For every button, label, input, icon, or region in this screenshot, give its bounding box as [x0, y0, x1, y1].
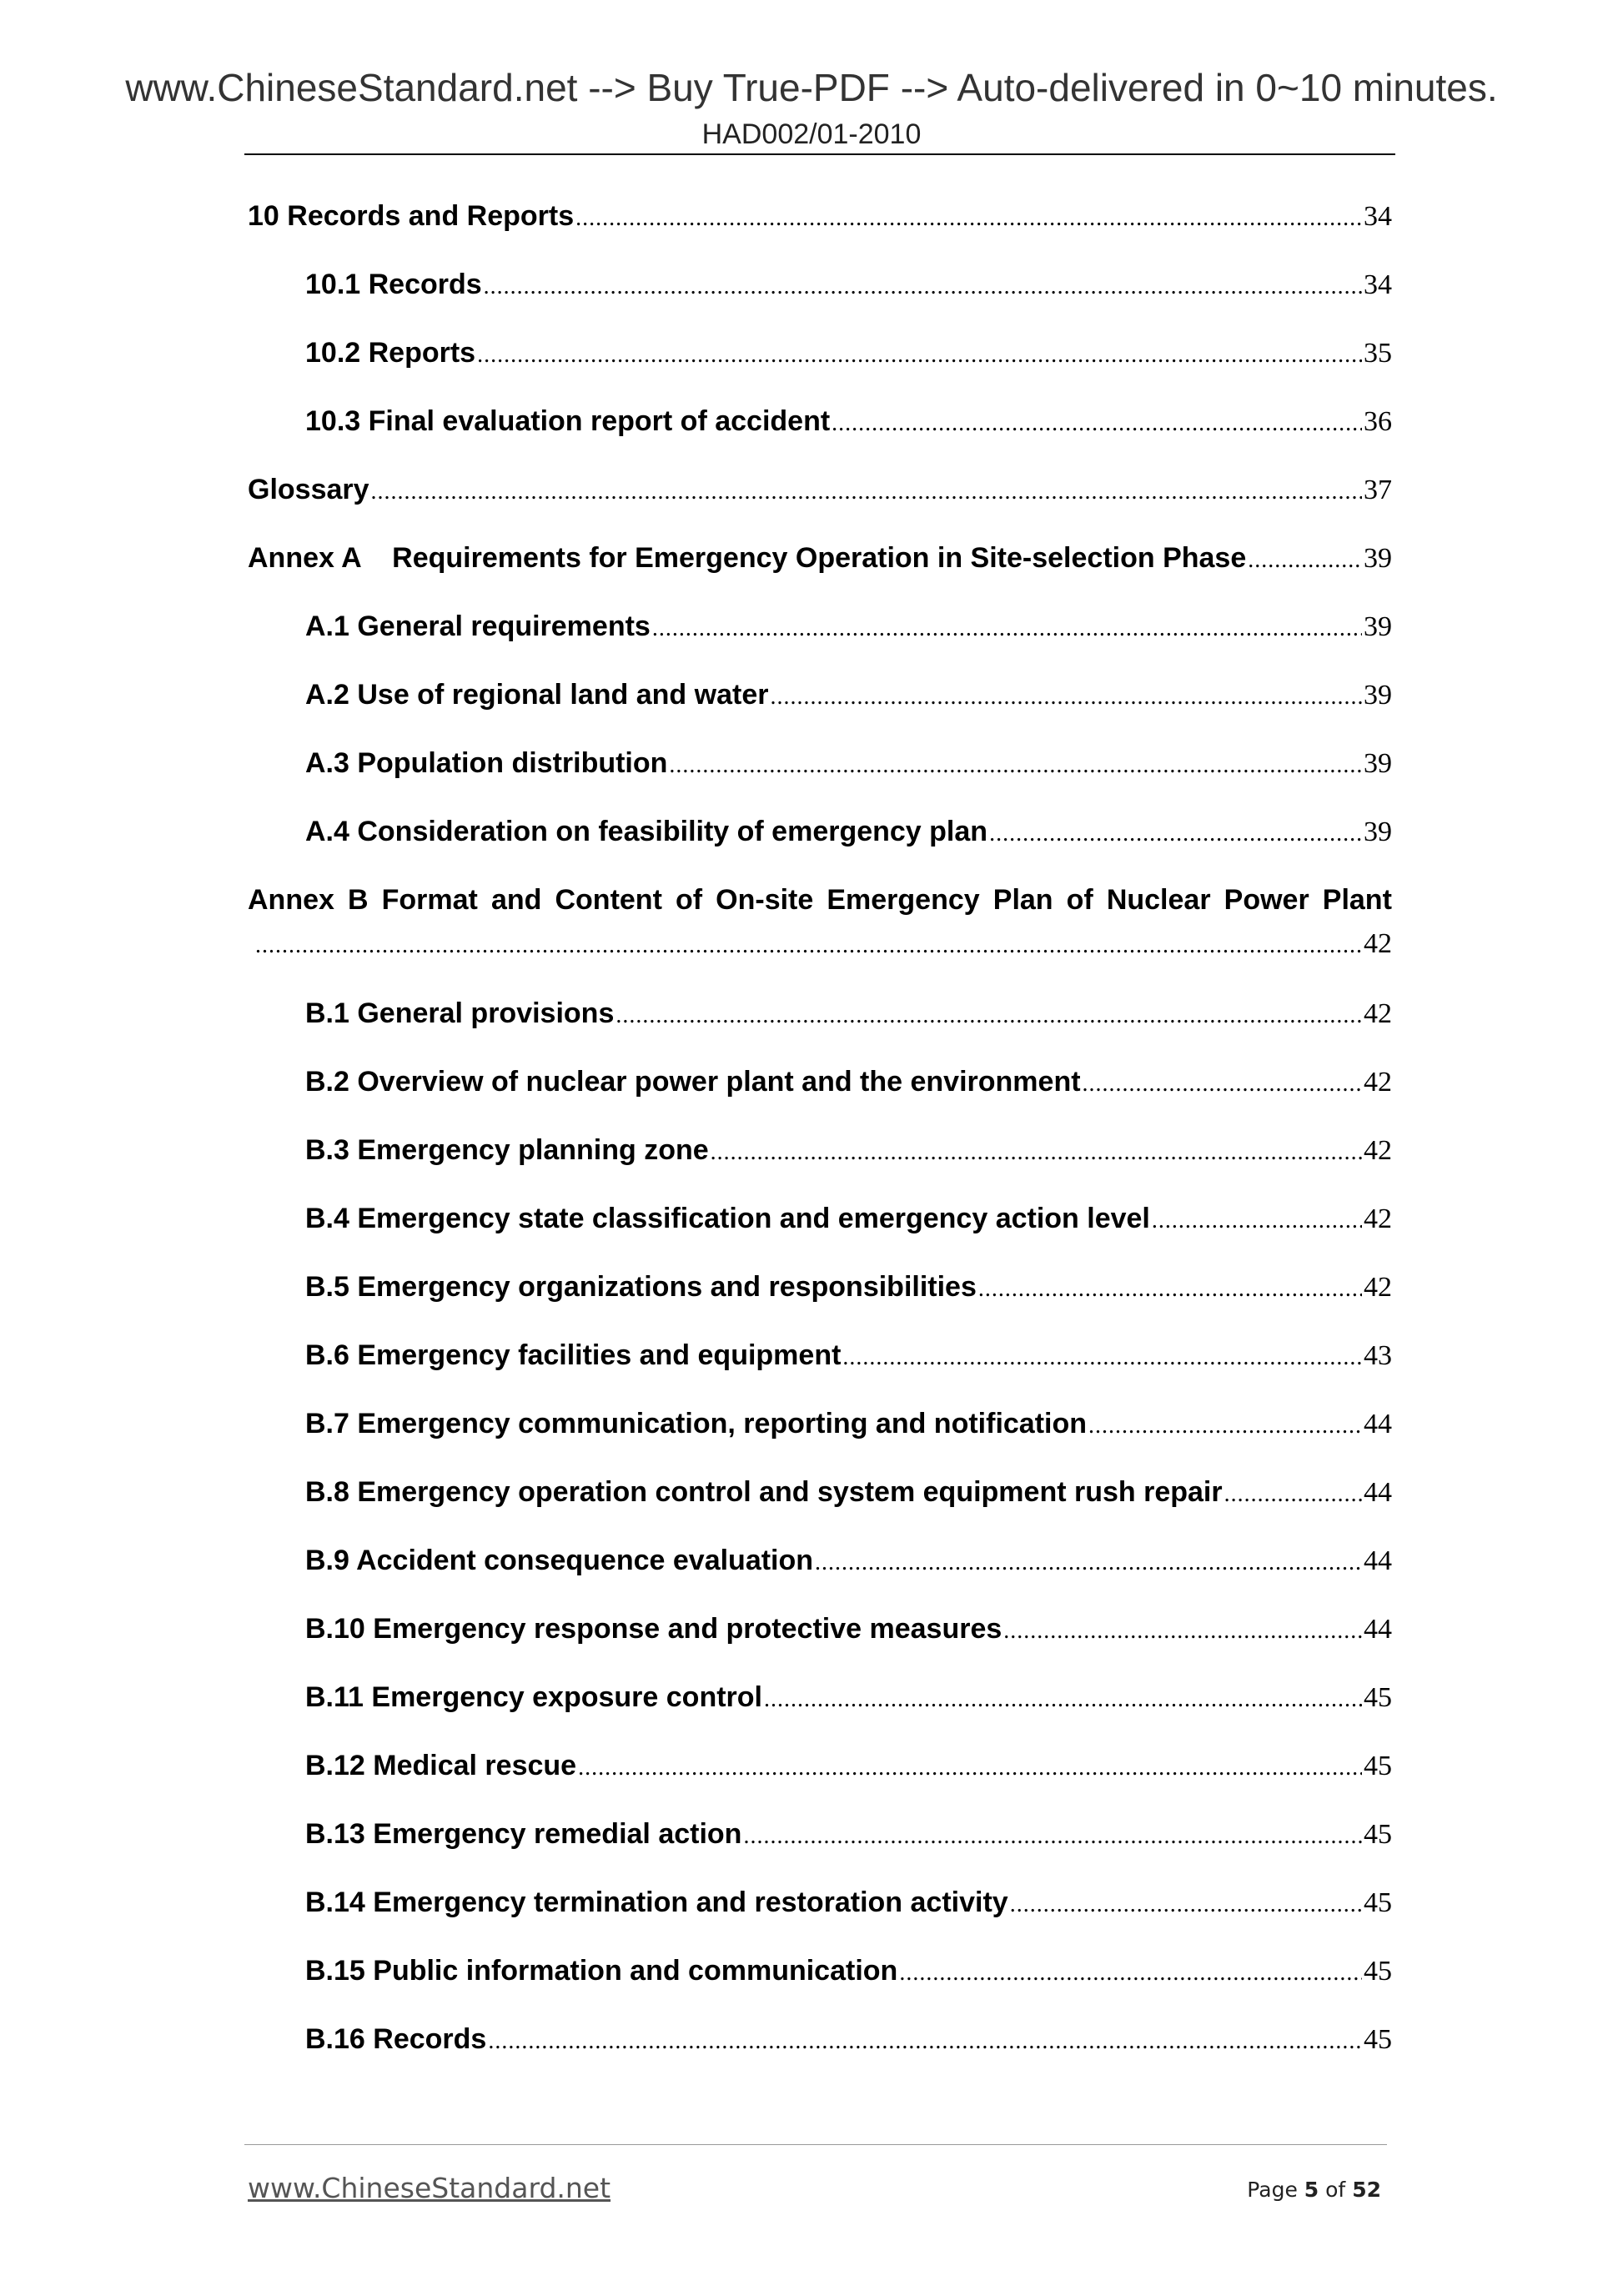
toc-title-word: of	[1066, 884, 1093, 916]
toc-page-number: 39	[1364, 816, 1392, 847]
toc-title: B.9 Accident consequence evaluation	[305, 1545, 814, 1576]
toc-entry-annex-b[interactable]	[0, 884, 1623, 980]
toc-entry-b-5[interactable]	[0, 1271, 1623, 1321]
toc-page-number: 44	[1364, 1477, 1392, 1508]
toc-title: B.1 General provisions	[305, 997, 615, 1029]
toc-page-number: 42	[1364, 1203, 1392, 1234]
toc-title: B.3 Emergency planning zone	[305, 1134, 709, 1166]
toc-title: A.1 General requirements	[305, 610, 651, 642]
toc-title: B.2 Overview of nuclear power plant and the environment	[305, 1066, 1081, 1098]
toc-page-number: 44	[1364, 1409, 1392, 1439]
toc-page-number: 45	[1364, 1751, 1392, 1781]
toc-page-number: 45	[1364, 1682, 1392, 1713]
footer-page-of: of	[1325, 2178, 1346, 2202]
toc-leader	[575, 205, 1362, 232]
toc-entry-b-6[interactable]	[0, 1339, 1623, 1389]
toc-entry-10-3[interactable]	[0, 405, 1623, 455]
toc-leader	[652, 615, 1362, 642]
toc-title: B.4 Emergency state classification and emergency action level	[305, 1203, 1150, 1234]
toc-page-number: 45	[1364, 1956, 1392, 1987]
toc-entry-a-3[interactable]	[0, 747, 1623, 797]
toc-leader	[842, 1344, 1362, 1371]
toc-page-number: 42	[1364, 1272, 1392, 1303]
header-banner[interactable]: www.ChineseStandard.net --> Buy True-PDF --> Auto-delivered in 0~10 minutes.	[125, 66, 1498, 109]
toc-leader	[669, 752, 1362, 779]
toc-page-number: 45	[1364, 2024, 1392, 2055]
toc-page-number: 37	[1364, 475, 1392, 505]
toc-entry-annex-a[interactable]	[0, 542, 1623, 592]
toc-leader	[832, 410, 1362, 437]
toc-entry-10-2[interactable]	[0, 337, 1623, 387]
toc-title: B.7 Emergency communication, reporting and notification	[305, 1408, 1088, 1439]
document-id: HAD002/01-2010	[701, 118, 922, 150]
toc-leader	[1003, 1618, 1362, 1645]
toc-entry-glossary[interactable]	[0, 474, 1623, 524]
toc-leader	[989, 821, 1362, 847]
toc-title: 10 Records and Reports	[248, 200, 575, 232]
toc-entry-b-4[interactable]	[0, 1203, 1623, 1253]
toc-page-number: 44	[1364, 1545, 1392, 1576]
toc-page-number: 35	[1364, 338, 1392, 369]
toc-title: B.16 Records	[305, 2023, 487, 2055]
toc-title-word: Content	[555, 884, 662, 916]
toc-title: B.15 Public information and communication	[305, 1955, 898, 1987]
toc-title-word: Power	[1224, 884, 1309, 916]
toc-title: A.4 Consideration on feasibility of emergency plan	[305, 816, 988, 847]
toc-entry-b-8[interactable]	[0, 1476, 1623, 1526]
toc-title-word: Annex	[248, 884, 334, 916]
toc-title: A.2 Use of regional land and water	[305, 679, 769, 711]
header-divider	[244, 153, 1395, 155]
toc-title-word: Plant	[1322, 884, 1392, 916]
toc-title: 10.2 Reports	[305, 337, 476, 369]
toc-entry-b-7[interactable]	[0, 1408, 1623, 1458]
toc-entry-b-3[interactable]	[0, 1134, 1623, 1184]
toc-title-word: B	[348, 884, 369, 916]
toc-page-number: 44	[1364, 1614, 1392, 1645]
toc-entry-b-15[interactable]	[0, 1955, 1623, 2005]
footer-page-indicator	[1247, 2178, 1381, 2202]
toc-entry-b-2[interactable]	[0, 1066, 1623, 1116]
toc-title: A.3 Population distribution	[305, 747, 668, 779]
toc-leader	[743, 1823, 1362, 1850]
toc-entry-a-1[interactable]	[0, 610, 1623, 661]
toc-leader	[616, 1002, 1362, 1029]
toc-title: Annex A Requirements for Emergency Operation in Site-selection Phase	[248, 542, 1247, 574]
toc-leader	[1248, 547, 1362, 574]
toc-leader	[899, 1960, 1362, 1987]
toc-title: 10.3 Final evaluation report of accident	[305, 405, 831, 437]
toc-title: B.8 Emergency operation control and system equipment rush repair	[305, 1476, 1223, 1508]
toc-leader	[371, 479, 1362, 505]
toc-entry-b-13[interactable]	[0, 1818, 1623, 1868]
toc-entry-a-4[interactable]	[0, 816, 1623, 866]
toc-page-number: 34	[1364, 201, 1392, 232]
toc-entry-b-1[interactable]	[0, 997, 1623, 1048]
toc-page-number: 39	[1364, 611, 1392, 642]
toc-entry-b-9[interactable]	[0, 1545, 1623, 1595]
toc-page-number: 45	[1364, 1887, 1392, 1918]
toc-title-word: Nuclear	[1106, 884, 1211, 916]
toc-title: 10.1 Records	[305, 269, 482, 300]
toc-title: B.5 Emergency organizations and responsibilities	[305, 1271, 977, 1303]
toc-page-number: 39	[1364, 680, 1392, 711]
toc-page-number: 42	[1364, 928, 1392, 959]
toc-leader	[484, 274, 1362, 300]
toc-title: B.6 Emergency facilities and equipment	[305, 1339, 842, 1371]
toc-entry-10-1[interactable]	[0, 269, 1623, 319]
toc-entry-b-10[interactable]	[0, 1613, 1623, 1663]
footer-page-current: 5	[1304, 2178, 1319, 2202]
toc-leader	[488, 2028, 1362, 2055]
toc-entry-b-16[interactable]	[0, 2023, 1623, 2073]
toc-title: B.10 Emergency response and protective measures	[305, 1613, 1002, 1645]
footer-divider	[244, 2144, 1387, 2145]
toc-leader	[578, 1755, 1362, 1781]
toc-leader	[1088, 1413, 1362, 1439]
toc-entry-b-12[interactable]	[0, 1750, 1623, 1800]
toc-leader	[764, 1686, 1362, 1713]
toc-entry-10[interactable]	[0, 200, 1623, 250]
toc-page-number: 42	[1364, 1135, 1392, 1166]
toc-leader	[1083, 1071, 1362, 1098]
toc-leader	[1224, 1481, 1362, 1508]
toc-page-number: 39	[1364, 748, 1392, 779]
toc-title-word: and	[490, 884, 542, 916]
toc-entry-b-11[interactable]	[0, 1681, 1623, 1731]
toc-leader	[477, 342, 1362, 369]
toc-page-number: 39	[1364, 543, 1392, 574]
toc-page-number: 34	[1364, 269, 1392, 300]
toc-leader	[815, 1550, 1362, 1576]
toc-title: B.14 Emergency termination and restoration activity	[305, 1887, 1008, 1918]
toc-leader	[255, 932, 1362, 959]
footer-page-total: 52	[1352, 2178, 1381, 2202]
toc-leader	[770, 684, 1362, 711]
toc-entry-a-2[interactable]	[0, 679, 1623, 729]
footer-page-prefix: Page	[1247, 2178, 1298, 2202]
toc-page-number: 45	[1364, 1819, 1392, 1850]
toc-leader	[978, 1276, 1362, 1303]
toc-page-number: 42	[1364, 1067, 1392, 1098]
toc-leader	[1010, 1892, 1362, 1918]
toc-title: B.11 Emergency exposure control	[305, 1681, 762, 1713]
toc-title: Glossary	[248, 474, 369, 505]
toc-page-number: 36	[1364, 406, 1392, 437]
toc-leader	[711, 1139, 1362, 1166]
toc-title-word: Emergency	[827, 884, 980, 916]
toc-page-number: 43	[1364, 1340, 1392, 1371]
toc-title-word: On-site	[716, 884, 814, 916]
toc-title	[248, 884, 1392, 917]
toc-entry-b-14[interactable]	[0, 1887, 1623, 1937]
footer-website-link[interactable]: www.ChineseStandard.net	[248, 2172, 611, 2204]
toc-title: B.12 Medical rescue	[305, 1750, 577, 1781]
toc-leader	[1152, 1208, 1362, 1234]
toc-title-word: Format	[381, 884, 478, 916]
toc-title: B.13 Emergency remedial action	[305, 1818, 742, 1850]
toc-page-number: 42	[1364, 998, 1392, 1029]
toc-title-word: Plan	[992, 884, 1053, 916]
toc-title-word: of	[675, 884, 703, 916]
